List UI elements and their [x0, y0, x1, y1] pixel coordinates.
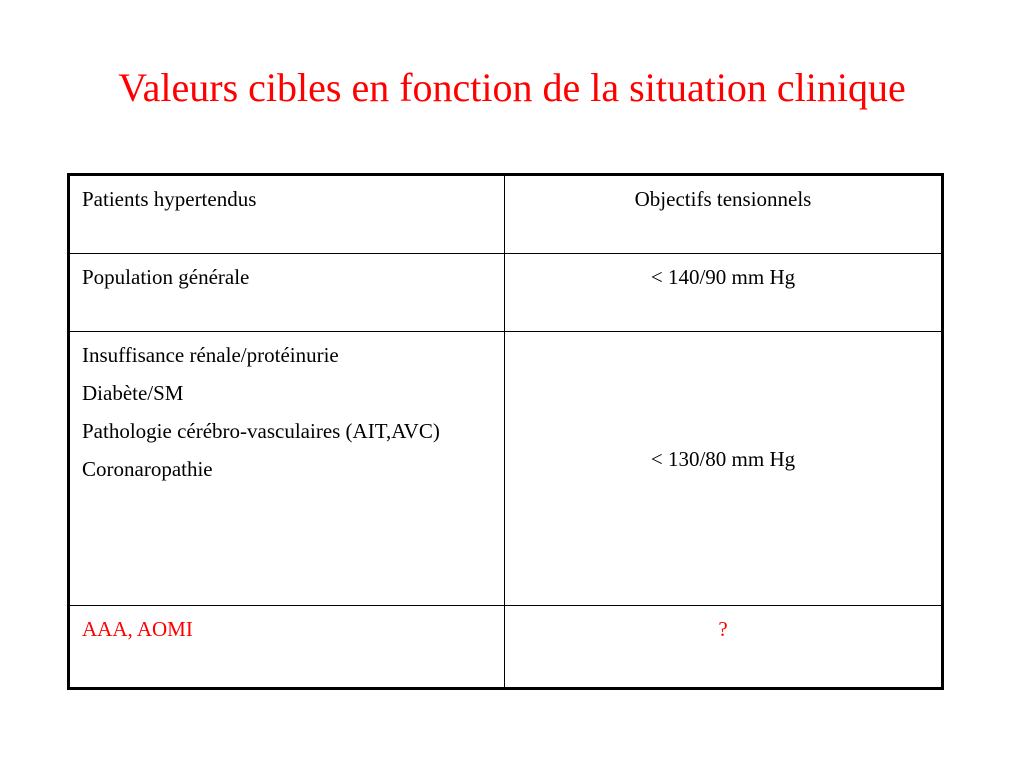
header-cell-objectives: Objectifs tensionnels [505, 175, 943, 254]
table-row [69, 332, 943, 606]
row-cell-conditions [69, 332, 505, 606]
slide-title: Valeurs cibles en fonction de la situation clinique [118, 65, 906, 110]
row-cell-target: < 140/90 mm Hg [505, 254, 943, 332]
condition-label: Population générale [82, 265, 250, 289]
row-cell-population [69, 254, 505, 332]
condition-label: AAA, AOMI [82, 617, 193, 641]
row-cell-aaa-aomi [69, 606, 505, 689]
condition-label: Coronaropathie [82, 457, 213, 481]
condition-label: Pathologie cérébro-vasculaires (AIT,AVC) [82, 419, 440, 443]
table-header-row [69, 175, 943, 254]
condition-label: Diabète/SM [82, 381, 184, 405]
targets-table [67, 173, 944, 690]
row-cell-target-unknown: ? [505, 606, 943, 689]
row-cell-target: < 130/80 mm Hg [505, 332, 943, 606]
condition-label: Insuffisance rénale/protéinurie [82, 343, 339, 367]
table-row [69, 254, 943, 332]
table-row-highlight [69, 606, 943, 689]
header-cell-patients: Patients hypertendus [69, 175, 505, 254]
